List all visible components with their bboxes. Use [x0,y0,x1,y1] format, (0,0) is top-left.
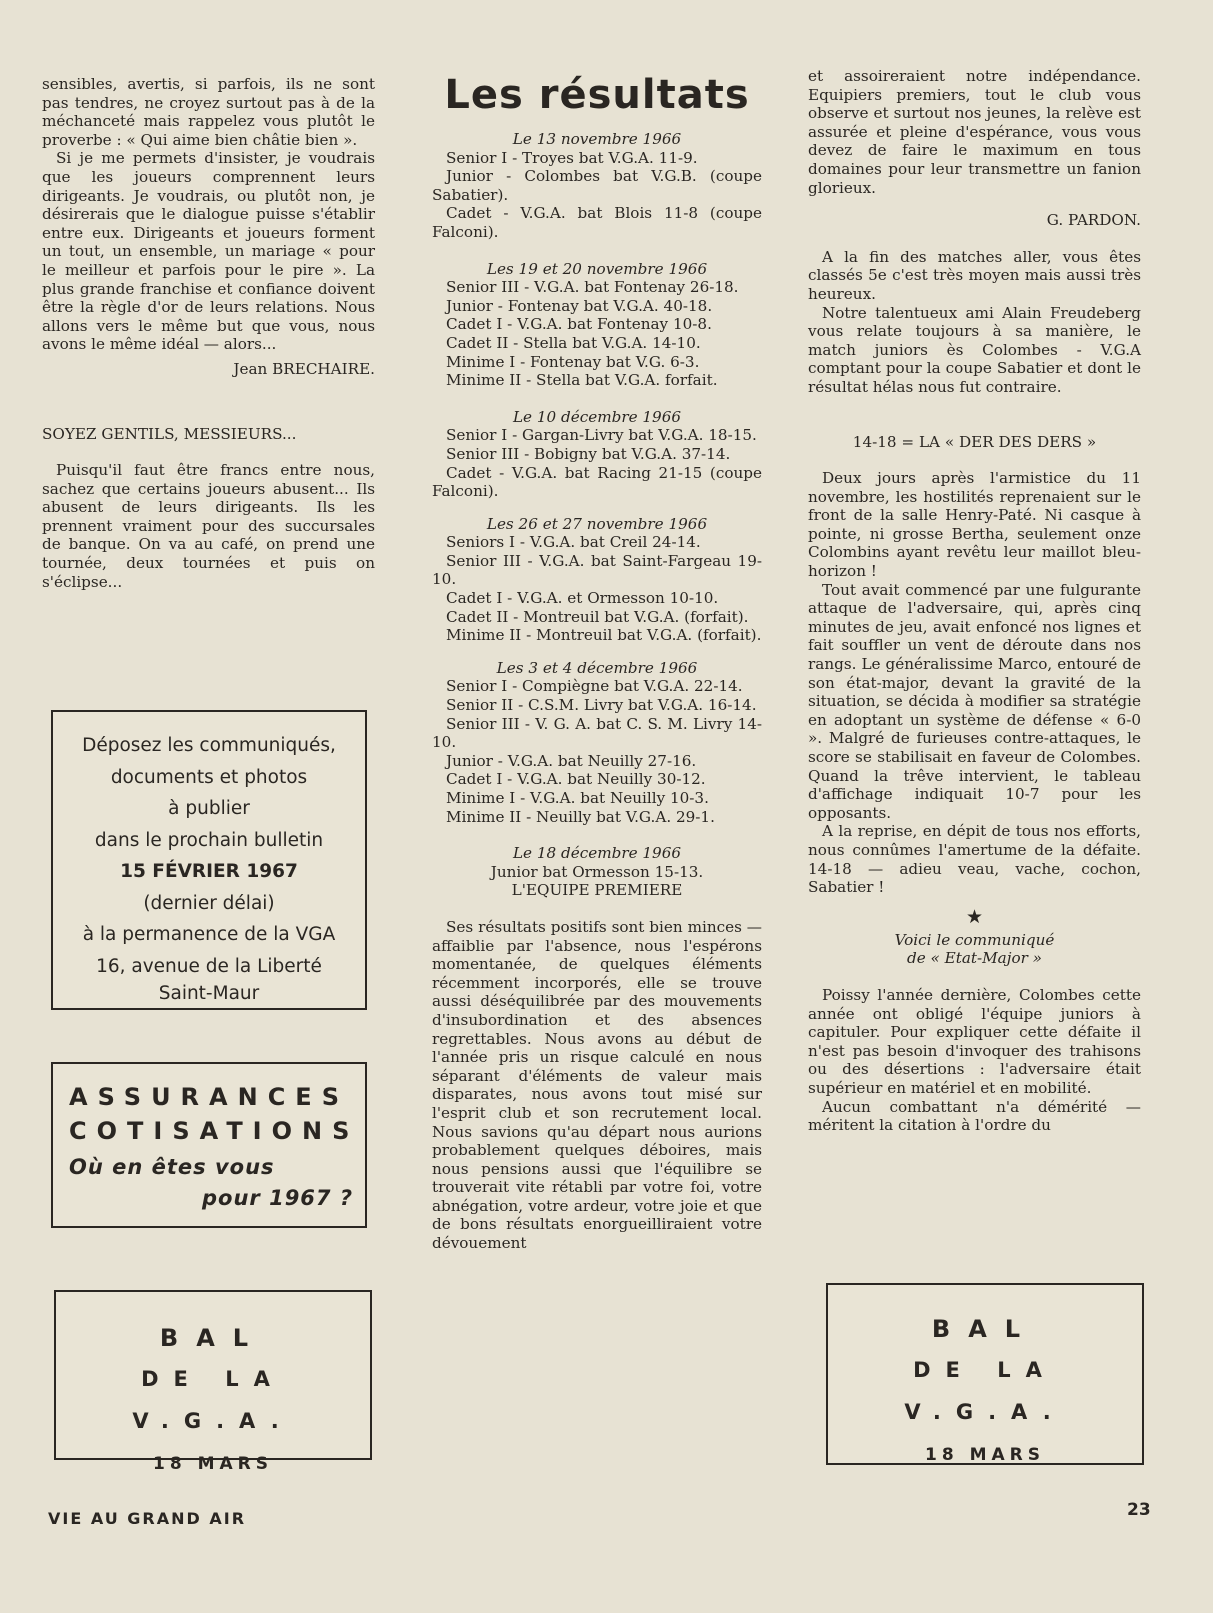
section-heading: 14-18 = LA « DER DES DERS » [852,432,1097,451]
result-line: Senior III - V.G.A. bat Saint-Fargeau 19-10. [432,551,762,589]
magazine-name: VIE AU GRAND AIR [48,1509,247,1528]
page-title: Les résultats [444,72,750,118]
paragraph: Notre talentueux ami Alain Freudeberg vous relate toujours à sa manière, le match juniors ès Colombes - V.G.A comptant pour la coupe Sabatier et dont le résultat hélas nous fut contraire. [808,303,1141,396]
star-icon: ★ [965,905,984,928]
notice-city: Saint-Maur [158,983,260,1004]
notice-deadline: 15 FÉVRIER 1967 [120,861,298,882]
paragraph: A la reprise, en dépit de tous nos efforts, nous connûmes l'amertume de la défaite. 14-18 — adieu veau, vache, cochon, Sabatier ! [808,822,1141,897]
result-line: Senior III - V. G. A. bat C. S. M. Livry 14-10. [432,714,762,752]
result-line: Cadet I - V.G.A. bat Fontenay 10-8. [446,315,712,334]
bal-subtitle: DE LA V.G.A. [904,1358,1066,1424]
result-line: Junior - Colombes bat V.G.B. (coupe Sabatier). [432,167,762,204]
notice-line: à la permanence de la VGA [82,924,336,945]
bal-title: BAL [931,1315,1039,1343]
result-line: Junior bat Ormesson 15-13. [490,862,704,881]
result-line: Senior I - Troyes bat V.G.A. 11-9. [446,148,698,167]
result-line: Cadet I - V.G.A. bat Neuilly 30-12. [446,770,706,789]
result-line: Minime II - Montreuil bat V.G.A. (forfait). [446,626,762,645]
result-line: Seniors I - V.G.A. bat Creil 24-14. [446,533,701,552]
results-date: Le 18 décembre 1966 [512,844,682,863]
result-line: Cadet II - Montreuil bat V.G.A. (forfait). [446,607,749,626]
section-heading: L'EQUIPE PREMIERE [511,881,683,900]
notice-line: Déposez les communiqués, [82,735,336,756]
paragraph: Si je me permets d'insister, je voudrais que les joueurs comprennent leurs dirigeants. Je voudrais, ou plutôt non, je désirerais que le dialogue puisse s'établir entre eux. Dirigeants et joueurs forment un tout, un ensemble, un mariage « pour le meilleur et parfois pour le pire ». La plus grande franchise et confiance doivent être la règle d'or de leurs relations. Nous allons vers le même but que vous, nous avons le même idéal — alors... [42,149,375,354]
result-line: Senior III - V.G.A. bat Fontenay 26-18. [446,278,739,297]
paragraph: Poissy l'année dernière, Colombes cette année ont obligé l'équipe juniors à capituler. Pour expliquer cette défaite il n'est pas besoin d'invoquer des trahisons ou des désertions : l'adversaire était supérieur en matériel et en mobilité. [808,985,1141,1097]
result-line: Senior I - Compiègne bat V.G.A. 22-14. [446,677,743,696]
signature: Jean BRECHAIRE. [233,359,375,378]
notice-title: COTISATIONS [69,1117,360,1145]
notice-box-communiques [51,710,367,1010]
paragraph: sensibles, avertis, si parfois, ils ne sont pas tendres, ne croyez surtout pas à de la méchanceté mais rappelez vous plutôt le proverbe : « Qui aime bien châtie bien ». [42,75,375,149]
result-line: Cadet I - V.G.A. et Ormesson 10-10. [446,589,719,608]
result-line: Junior - Fontenay bat V.G.A. 40-18. [446,296,713,315]
section-heading: SOYEZ GENTILS, MESSIEURS... [42,424,297,443]
result-line: Junior - V.G.A. bat Neuilly 27-16. [446,751,697,770]
bal-title: BAL [159,1324,267,1352]
result-line: Minime I - Fontenay bat V.G. 6-3. [446,352,700,371]
result-line: Cadet II - Stella bat V.G.A. 14-10. [446,333,701,352]
notice-address: 16, avenue de la Liberté [96,955,322,977]
paragraph: Puisqu'il faut être francs entre nous, sachez que certains joueurs abusent... Ils abusent de leurs dirigeants. Ils les prennent vraiment pour des succursales de banque. On va au café, on prend une tournée, deux tournées et puis on s'éclipse... [42,461,375,591]
column-left [42,75,375,591]
results-date: Les 19 et 20 novembre 1966 [486,259,708,278]
paragraph: Tout avait commencé par une fulgurante attaque de l'adversaire, qui, après cinq minutes de jeu, avait enfoncé nos lignes et fait souffler un vent de déroute dans nos rangs. Le généralissime Marco, entouré de son état-major, devant la gravité de la situation, se décida à modifier sa stratégie en adoptant un système de défense « 6-0 ». Malgré de furieuses contre-attaques, le score se stabilisait en faveur de Colombes. Quand la trêve intervient, le tableau d'affichage indiquait 10-7 pour les opposants. [808,580,1141,822]
result-line: Cadet - V.G.A. bat Blois 11-8 (coupe Falconi). [432,204,762,241]
bal-date: 18 MARS [153,1454,273,1474]
result-line: Minime II - Neuilly bat V.G.A. 29-1. [446,807,715,826]
bal-date: 18 MARS [925,1445,1045,1465]
notice-question: Où en êtes vous [69,1155,275,1179]
notice-question: pour 1967 ? [202,1186,354,1210]
communique-title: de « Etat-Major » [907,949,1042,968]
results-date: Les 3 et 4 décembre 1966 [496,658,698,677]
column-middle [432,72,762,1253]
notice-box-assurances [51,1062,367,1228]
paragraph: Deux jours après l'armistice du 11 novembre, les hostilités reprenaient sur le front de la salle Henry-Paté. Ni casque à pointe, ni grosse Bertha, seulement onze Colombins ayant revêtu leur maillot bleu-horizon ! [808,469,1141,581]
page-number: 23 [1127,1500,1151,1520]
signature: G. PARDON. [1046,211,1141,230]
paragraph: et assoireraient notre indépendance. Equipiers premiers, tout le club vous observe et surtout nos jeunes, la relève est assurée et pleine d'espérance, vous vous devez de faire le maximum en tous domaines pour leur transmettre un fanion glorieux. [808,67,1141,197]
notice-box-bal [826,1283,1144,1465]
results-date: Le 13 novembre 1966 [512,130,682,148]
notice-title: ASSURANCES [69,1083,349,1111]
notice-line: dans le prochain bulletin [94,829,324,851]
results-date: Le 10 décembre 1966 [512,407,682,426]
notice-line: à publier [168,798,250,819]
notice-line: (dernier délai) [143,892,275,914]
result-line: Senior III - Bobigny bat V.G.A. 37-14. [446,444,731,463]
notice-line: documents et photos [110,766,308,788]
result-line: Senior I - Gargan-Livry bat V.G.A. 18-15. [446,426,757,445]
results-date: Les 26 et 27 novembre 1966 [486,514,708,533]
column-right [808,67,1141,1135]
result-line: Senior II - C.S.M. Livry bat V.G.A. 16-14. [446,696,757,715]
paragraph: Aucun combattant n'a démérité — méritent la citation à l'ordre du [808,1097,1141,1135]
bal-subtitle: DE LA V.G.A. [132,1367,294,1433]
notice-box-bal [54,1290,372,1474]
result-line: Cadet - V.G.A. bat Racing 21-15 (coupe Falconi). [432,463,762,501]
paragraph: A la fin des matches aller, vous êtes classés 5e c'est très moyen mais aussi très heureux. [808,247,1141,303]
result-line: Minime I - V.G.A. bat Neuilly 10-3. [446,789,709,807]
communique-title: Voici le communiqué [894,930,1055,949]
paragraph: Ses résultats positifs sont bien minces — affaiblie par l'absence, nous l'espérons momentanée, de quelques éléments récemment incorporés, elle se trouve aussi déséquilibrée par des mouvements d'insubordination et des absences regrettables. Nous avons au début de l'année pris un risque calculé en nous séparant d'éléments de valeur mais disparates, nous avons tout misé sur l'esprit club et son recrutement local. Nous savions qu'au départ nous aurions probablement quelques déboires, mais nous pensions aussi que l'équilibre se trouverait vite rétabli par votre foi, votre abnégation, votre ardeur, votre joie et que de bons résultats enorgueilliraient votre dévouement [432,917,762,1253]
result-line: Minime II - Stella bat V.G.A. forfait. [446,371,718,390]
